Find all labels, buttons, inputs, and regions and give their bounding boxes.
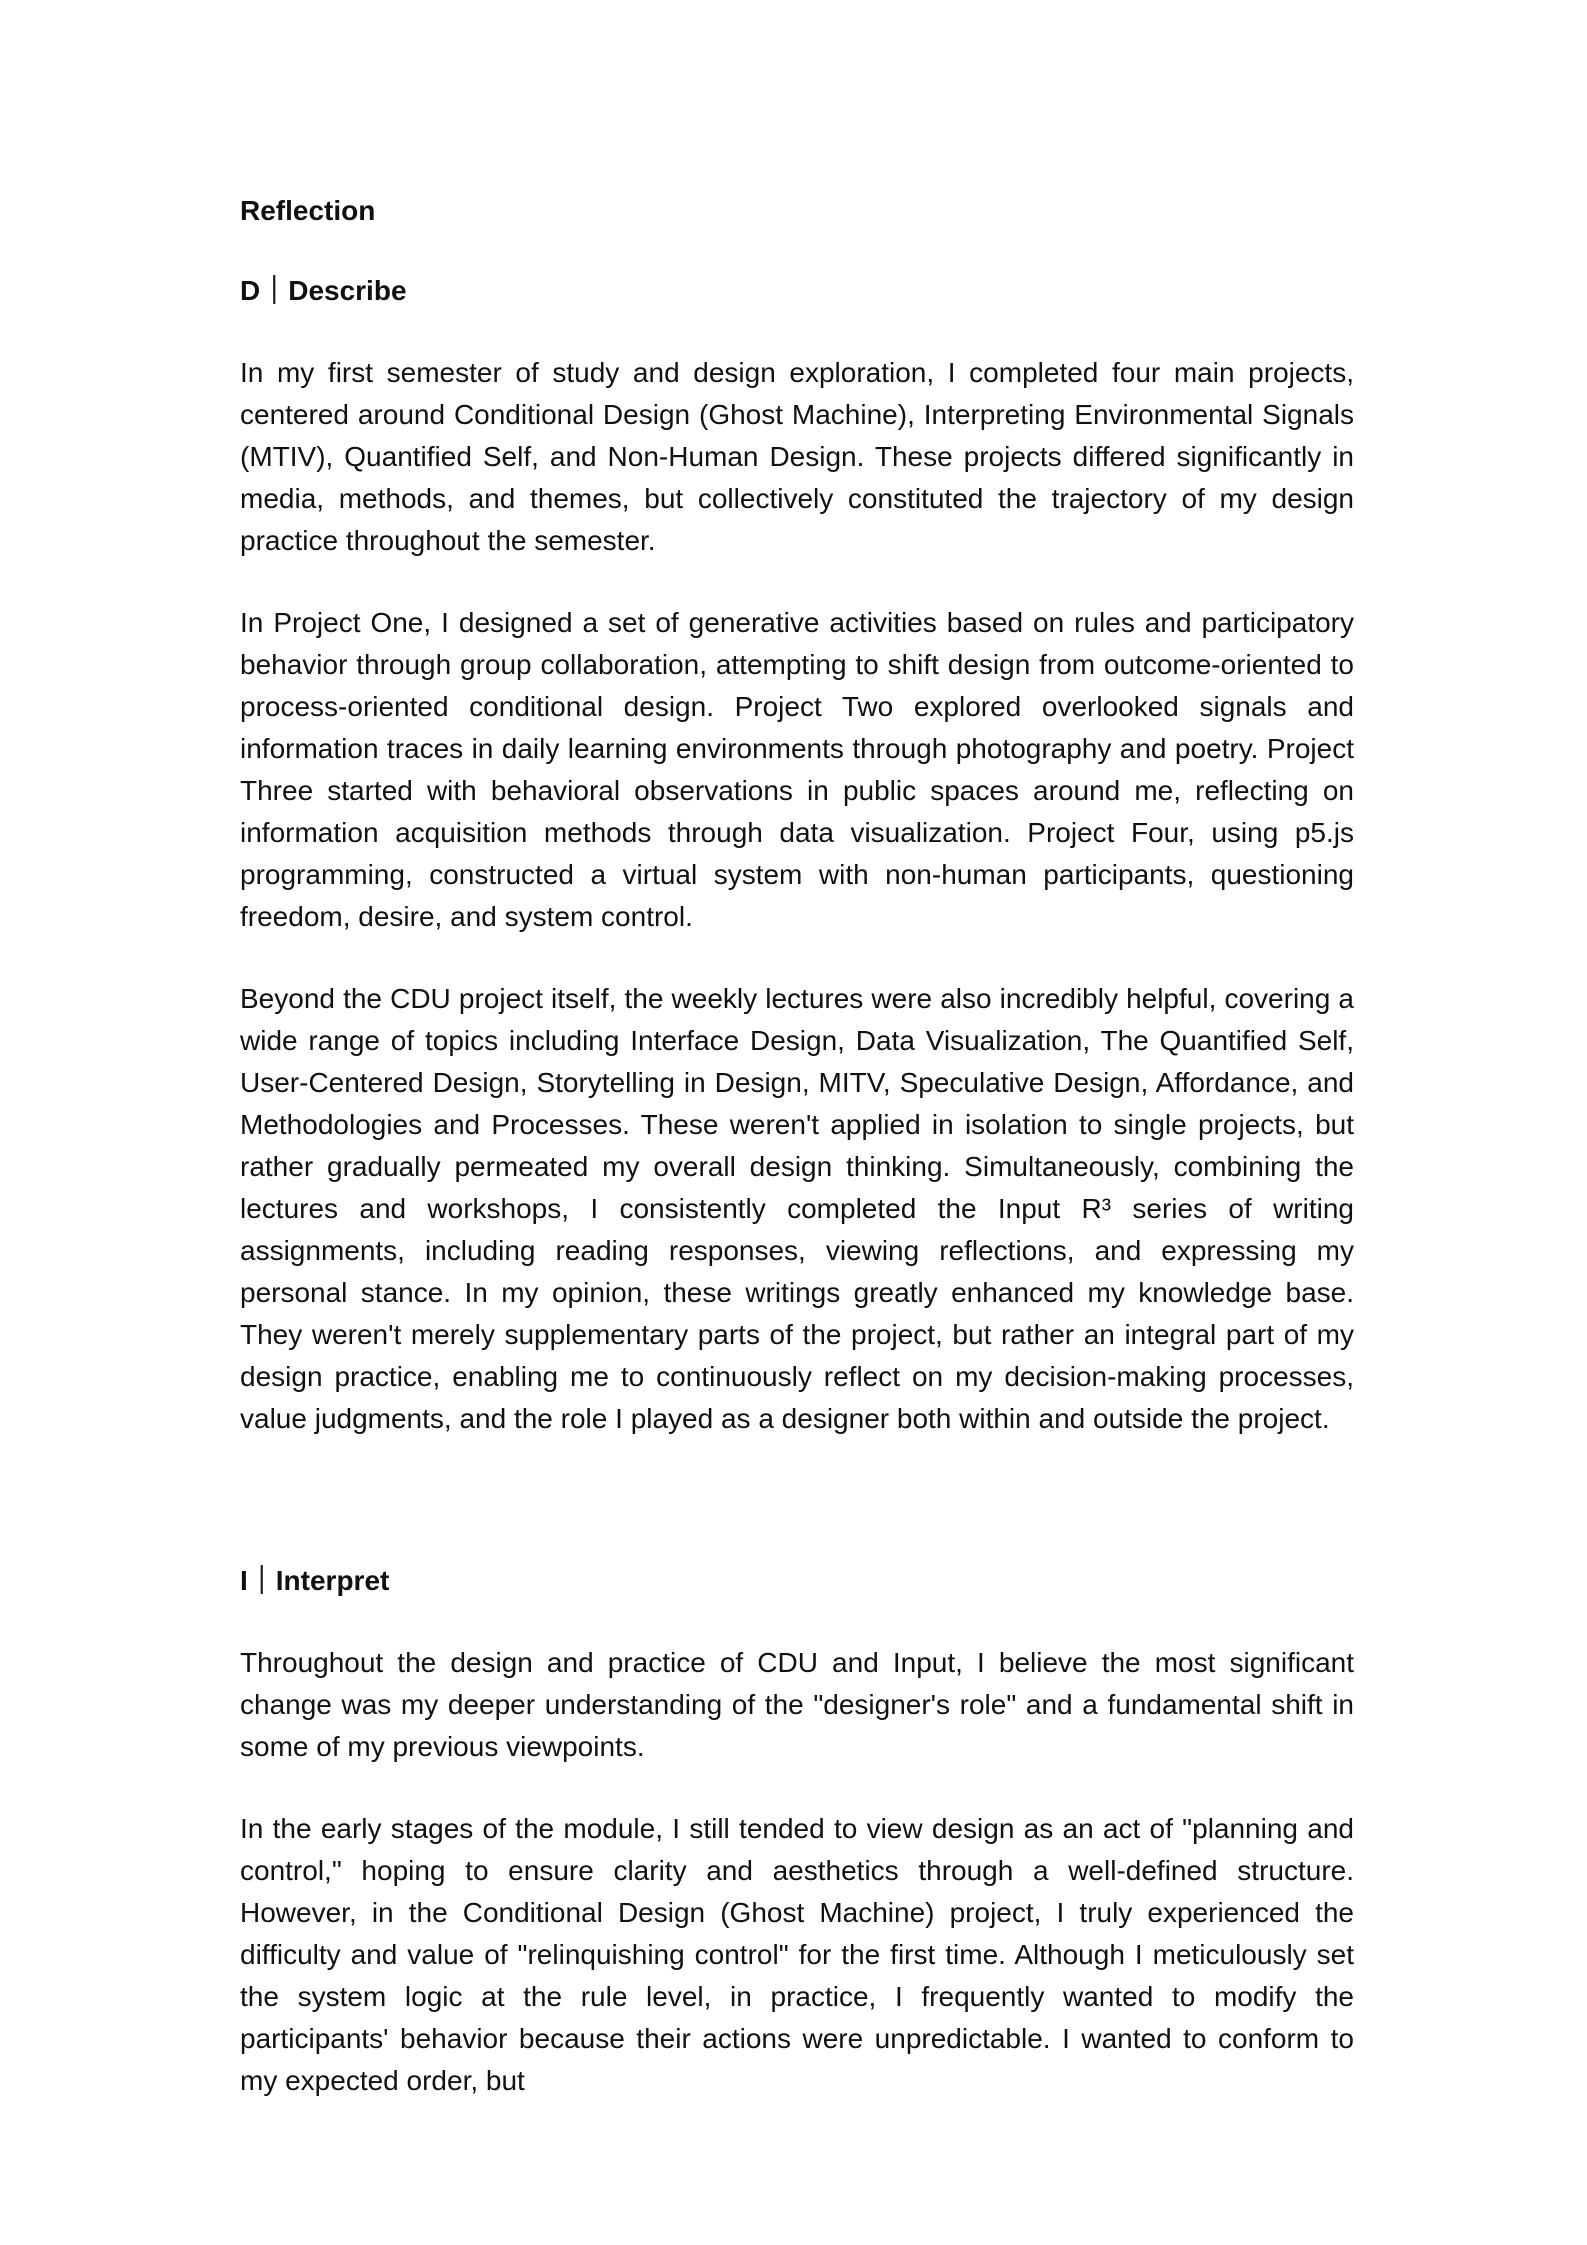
describe-paragraph-1: In my first semester of study and design exploration, I completed four main projects, centered around Conditional Design (Ghost Machine), Interpreting Environmental Signals (MTIV), Quantified Self, and Non-Human Design. These projects differed significantly in media, methods, and themes, but collectively constituted the trajectory of my design practice throughout the semester. — [240, 357, 1354, 556]
describe-paragraph-3: Beyond the CDU project itself, the weekly lectures were also incredibly helpful, covering a wide range of topics including Interface Design, Data Visualization, The Quantified Self, User-Centered Design, Storytelling in Design, MITV, Speculative Design, Affordance, and Methodologies and Processes. These weren't applied in isolation to single projects, but rather gradually permeated my overall design thinking. Simultaneously, combining the lectures and workshops, I consistently completed the Input R³ series of writing assignments, including reading responses, viewing reflections, and expressing my personal stance. In my opinion, these writings greatly enhanced my knowledge base. They weren't merely supplementary parts of the project, but rather an integral part of my design practice, enabling me to continuously reflect on my decision-making processes, value judgments, and the role I played as a designer both within and outside the project. — [240, 983, 1354, 1434]
section-heading-describe: D｜Describe — [240, 275, 407, 306]
section-heading-interpret: I｜Interpret — [240, 1565, 390, 1596]
describe-paragraph-2: In Project One, I designed a set of generative activities based on rules and participatory behavior through group collaboration, attempting to shift design from outcome-oriented to process-oriented conditional design. Project Two explored overlooked signals and information traces in daily learning environments through photography and poetry. Project Three started with behavioral observations in public spaces around me, reflecting on information acquisition methods through data visualization. Project Four, using p5.js programming, constructed a virtual system with non-human participants, questioning freedom, desire, and system control. — [240, 607, 1354, 932]
document-page — [240, 190, 1354, 2102]
interpret-paragraph-2: In the early stages of the module, I still tended to view design as an act of "planning and control," hoping to ensure clarity and aesthetics through a well-defined structure. However, in the Conditional Design (Ghost Machine) project, I truly experienced the difficulty and value of "relinquishing control" for the first time. Although I meticulously set the system logic at the rule level, in practice, I frequently wanted to modify the participants' behavior because their actions were unpredictable. I wanted to conform to my expected order, but — [240, 1813, 1354, 2096]
document-title: Reflection — [240, 195, 376, 226]
interpret-paragraph-1: Throughout the design and practice of CDU and Input, I believe the most significant change was my deeper understanding of the "designer's role" and a fundamental shift in some of my previous viewpoints. — [240, 1647, 1354, 1762]
